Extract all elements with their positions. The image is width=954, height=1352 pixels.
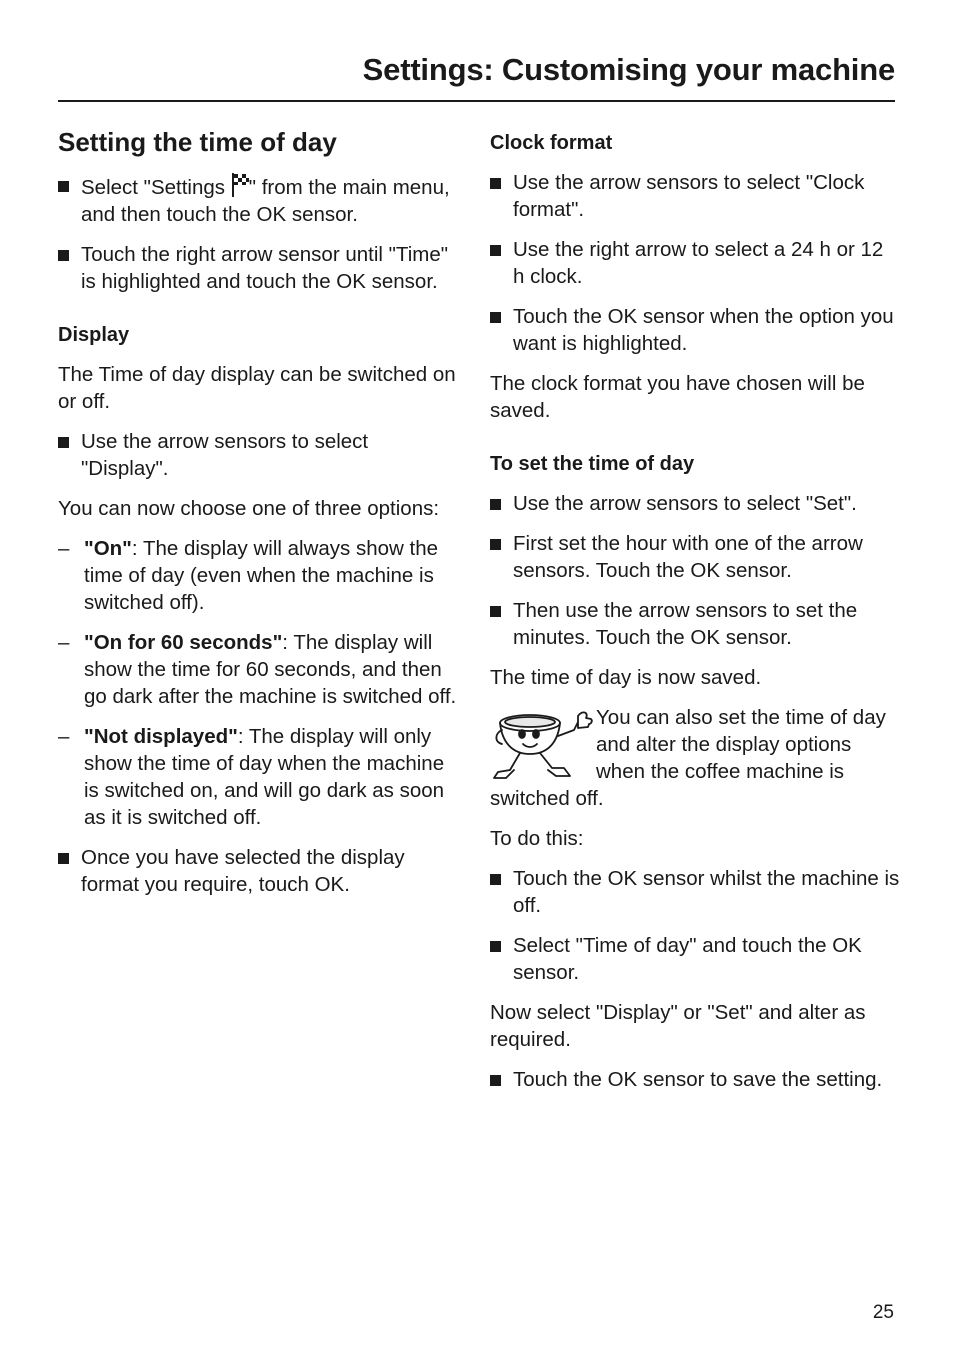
tip-text: You can also set the time of day and alter the display options when the coffee machine is switched off.	[490, 706, 886, 810]
bullet-icon	[490, 1075, 501, 1086]
page-title: Settings: Customising your machine	[362, 52, 895, 87]
bullet-icon	[58, 853, 69, 864]
page-number: 25	[872, 1302, 894, 1323]
dash-icon: –	[58, 537, 70, 560]
bullet-icon	[58, 181, 69, 192]
final-list	[490, 1066, 900, 1093]
list-item	[58, 241, 458, 295]
list-item-text-after: " from the main menu, and then touch the OK sensor.	[81, 176, 450, 226]
list-item	[490, 597, 900, 651]
list-item-text: Once you have selected the display format you require, touch OK.	[81, 846, 405, 896]
list-item	[490, 303, 900, 357]
list-item-text: Then use the arrow sensors to set the minutes. Touch the OK sensor.	[513, 599, 858, 649]
list-item	[490, 169, 900, 223]
bullet-icon	[490, 178, 501, 189]
set-time-list	[490, 490, 900, 651]
dash-icon: –	[58, 725, 70, 748]
time-saved: The time of day is now saved.	[490, 666, 762, 689]
list-item	[490, 865, 900, 919]
option-text: : The display will only show the time of day when the machine is switched on, and will go dark as soon as it is switched off.	[84, 725, 445, 829]
option-label: "On"	[84, 537, 132, 560]
page-header	[58, 48, 895, 102]
todo-list	[490, 865, 900, 986]
dash-icon: –	[58, 631, 70, 654]
list-item	[490, 1066, 900, 1093]
list-item-text: Select "Time of day" and touch the OK sensor.	[513, 934, 862, 984]
coffee-cup-mascot-icon	[490, 706, 596, 784]
tip-box	[490, 704, 900, 812]
bullet-icon	[490, 539, 501, 550]
list-item	[58, 172, 458, 228]
clock-format-heading: Clock format	[490, 132, 613, 154]
option-text: : The display will always show the time of day (even when the machine is switched off).	[84, 537, 439, 614]
bullet-icon	[490, 312, 501, 323]
todo-intro: To do this:	[490, 827, 584, 850]
list-item-text-before: Select "Settings	[81, 176, 231, 199]
clock-format-list	[490, 169, 900, 357]
bullet-icon	[490, 499, 501, 510]
option-on	[58, 535, 458, 616]
option-text: : The display will show the time for 60 seconds, and then go dark after the machine is switched off.	[84, 631, 457, 708]
clock-format-saved: The clock format you have chosen will be saved.	[490, 372, 865, 422]
bullet-icon	[490, 245, 501, 256]
left-column	[58, 126, 458, 911]
option-not-displayed	[58, 723, 458, 831]
bullet-icon	[490, 606, 501, 617]
settings-flag-icon	[231, 172, 249, 198]
display-list	[58, 428, 458, 482]
bullet-icon	[58, 437, 69, 448]
list-item-text: Touch the OK sensor to save the setting.	[513, 1068, 883, 1091]
list-item	[490, 236, 900, 290]
right-column	[490, 126, 900, 1106]
options-intro: You can now choose one of three options:	[58, 497, 440, 520]
options-list	[58, 535, 458, 831]
display-final-list	[58, 844, 458, 898]
bullet-icon	[58, 250, 69, 261]
list-item	[490, 932, 900, 986]
display-heading: Display	[58, 324, 130, 346]
list-item-text: Use the arrow sensors to select "Display".	[81, 430, 369, 480]
option-label: "On for 60 seconds"	[84, 631, 283, 654]
list-item-text: Use the arrow sensors to select "Set".	[513, 492, 857, 515]
display-intro: The Time of day display can be switched on or off.	[58, 363, 456, 413]
list-item	[58, 428, 458, 482]
list-item	[58, 844, 458, 898]
list-item-text: Use the right arrow to select a 24 h or 12 h clock.	[513, 238, 884, 288]
bullet-icon	[490, 874, 501, 885]
bullet-icon	[490, 941, 501, 952]
list-item-text: First set the hour with one of the arrow sensors. Touch the OK sensor.	[513, 532, 863, 582]
intro-list	[58, 172, 458, 295]
list-item-text: Touch the OK sensor when the option you want is highlighted.	[513, 305, 894, 355]
list-item-text: Touch the OK sensor whilst the machine is off.	[513, 867, 900, 917]
set-time-heading: To set the time of day	[490, 453, 695, 475]
section-title: Setting the time of day	[58, 127, 337, 157]
list-item-text: Use the arrow sensors to select "Clock format".	[513, 171, 865, 221]
then-para: Now select "Display" or "Set" and alter as required.	[490, 1001, 866, 1051]
option-on-60-seconds	[58, 629, 458, 710]
list-item	[490, 490, 900, 517]
list-item-text: Touch the right arrow sensor until "Time" is highlighted and touch the OK sensor.	[81, 243, 448, 293]
option-label: "Not displayed"	[84, 725, 238, 748]
list-item	[490, 530, 900, 584]
